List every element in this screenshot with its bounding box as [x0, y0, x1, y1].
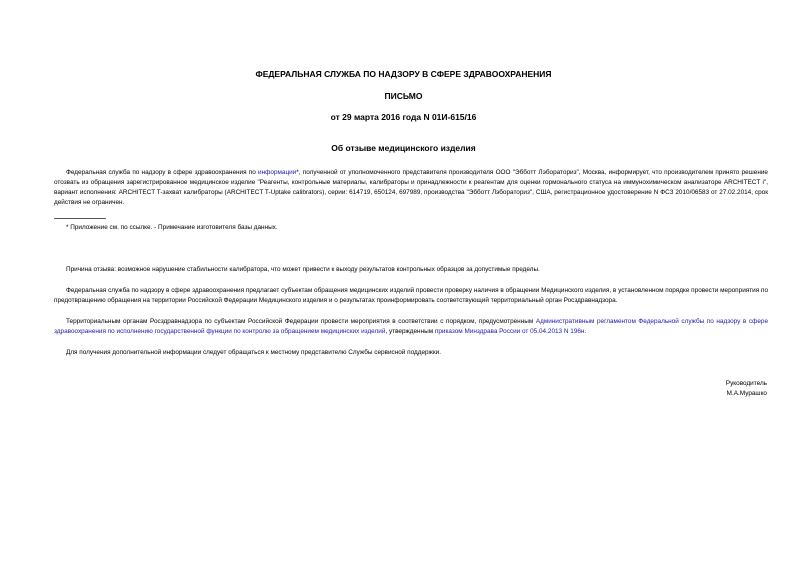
- document-type: ПИСЬМО: [384, 91, 423, 101]
- paragraph-contact-info: Для получения дополнительной информации следует обращаться к местному представителю Службы сервисной поддержки.: [66, 349, 442, 356]
- administrative-regulation-link[interactable]: Административным регламентом Федеральной службы по надзору в сфере здравоохранения по исполнению государственной функции по контролю за обращением медицинских изделий: [54, 318, 769, 335]
- agency-title: ФЕДЕРАЛЬНАЯ СЛУЖБА ПО НАДЗОРУ В СФЕРЕ ЗДРАВООХРАНЕНИЯ: [255, 69, 552, 79]
- paragraph-text: , утвержденным: [385, 328, 435, 335]
- document-date-number: от 29 марта 2016 года N 01И-615/16: [330, 112, 477, 122]
- paragraph-proposal: Федеральная служба по надзору в сфере здравоохранения предлагает субъектам обращения медицинских изделий провести проверку наличия в обращении Медицинского изделия, в установленном порядке провести мероприятия по предотвращению обращения на территории Российской Федерации Медицинского изделия и о результатах проинформировать соответствующий территориальный орган Росздравнадзора.: [54, 287, 768, 304]
- paragraph-text: Территориальным органам Росздравнадзора по субъектам Российской Федерации провести мероприятия в соответствии с порядком, предусмотренным: [66, 318, 536, 325]
- paragraph-text: *, полученной от уполномоченного представителя производителя ООО "Эбботт Лэбораториз", Москва, информирует, что производителем принято решение отозвать из обращения зарегистрированное медицинское изделие "Реагенты, контрольные материалы, калибраторы и принадлежности к реагентам для оценки гормонального статуса на иммунохимическом анализаторе ARCHITECT i", вариант исполнения: ARCHITECT T-захват калибраторы (ARCHITECT T-Uptake calibrators), серии: 614719, 650124, 697989, производства "Эбботт Лэбораториз", США, регистрационное удостоверение N ФСЗ 2010/06583 от 27.02.2014, срок действия не ограничен.: [54, 169, 768, 206]
- document-subject: Об отзыве медицинского изделия: [331, 143, 476, 153]
- footnote-divider: [54, 218, 106, 219]
- paragraph-territorial-bodies: [54, 317, 768, 337]
- footnote: * Приложение см. по ссылке. - Примечание изготовителя базы данных.: [66, 224, 278, 231]
- order-link[interactable]: приказом Минздрава России от 05.04.2013 N 196н: [434, 328, 585, 335]
- paragraph-text: Федеральная служба по надзору в сфере здравоохранения по: [66, 169, 259, 176]
- paragraph-text: .: [584, 328, 587, 335]
- signature-name: М.А.Мурашко: [726, 390, 767, 397]
- paragraph-recall-notice: [54, 168, 768, 208]
- information-link[interactable]: информации: [258, 169, 297, 176]
- signature-title: Руководитель: [725, 380, 767, 387]
- paragraph-recall-reason: Причина отзыва: возможное нарушение стабильности калибратора, что может привести к выходу результатов контрольных образцов за допустимые пределы.: [66, 266, 540, 273]
